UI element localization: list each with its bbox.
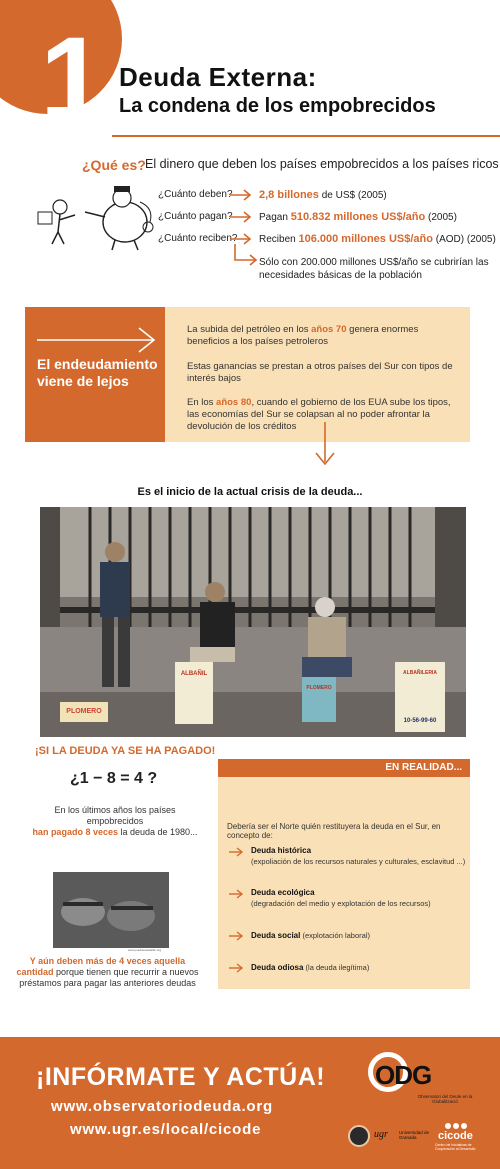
endeudamiento-p3: En los años 80, cuando el gobierno de los EUA sube los tipos, las economías del Sur se colapsan al no poder afrontar la devolución de los créditos bbox=[187, 397, 451, 432]
ugr-seal-icon bbox=[348, 1125, 370, 1147]
crisis-caption: Es el inicio de la actual crisis de la deuda... bbox=[137, 486, 363, 498]
formula: ¿1 − 8 = 4 ? bbox=[70, 770, 158, 787]
svg-text:ALBAÑIL: ALBAÑIL bbox=[180, 671, 208, 677]
svg-text:ALBAÑILERIA: ALBAÑILERIA bbox=[403, 670, 437, 676]
deuda-odiosa-item: Deuda odiosa (la deuda ilegítima) bbox=[251, 963, 370, 972]
photo-credit: www.pueblosdeltaller.org bbox=[128, 948, 162, 952]
arrow-down-right-icon bbox=[232, 242, 260, 268]
endeudamiento-p1: La subida del petróleo en los años 70 genera enormes beneficios a los países petroleros bbox=[187, 324, 419, 347]
realidad-title: EN REALIDAD... bbox=[385, 762, 462, 773]
cicode-logo: cicode bbox=[438, 1130, 473, 1142]
ugr-logo: ugr bbox=[374, 1129, 388, 1140]
feet-photo bbox=[53, 872, 169, 948]
arrow-right-icon bbox=[228, 210, 254, 224]
title-divider bbox=[112, 135, 500, 137]
owe-text: Y aún deben más de 4 veces aquella cantidad porque tienen que recurrir a nuevos préstamos para pagar las anteriores deudas bbox=[16, 956, 199, 988]
sign-plomero: PLOMERO bbox=[66, 708, 102, 715]
svg-text:PLOMERO: PLOMERO bbox=[306, 685, 332, 691]
cartoon-illustration bbox=[30, 182, 160, 252]
si-la-deuda-heading: ¡SI LA DEUDA YA SE HA PAGADO! bbox=[35, 745, 216, 757]
question-deben: ¿Cuánto deben? bbox=[158, 189, 233, 200]
note-line-2: necesidades básicas de la población bbox=[259, 270, 422, 281]
odg-subtitle: Observatori del Deute en la Globalització bbox=[417, 1094, 473, 1104]
odg-logo: ODG bbox=[375, 1060, 432, 1090]
que-es-label: ¿Qué es? bbox=[82, 157, 146, 173]
question-reciben: ¿Cuánto reciben? bbox=[158, 233, 238, 244]
answer-pagan: Pagan 510.832 millones US$/año (2005) bbox=[259, 211, 457, 223]
section-number: 1 bbox=[40, 13, 106, 145]
arrow-right-icon bbox=[228, 889, 244, 899]
deuda-social-item: Deuda social (explotación laboral) bbox=[251, 931, 370, 940]
arrow-right-icon bbox=[228, 963, 244, 973]
url-cicode-link[interactable]: www.ugr.es/local/cicode bbox=[70, 1121, 262, 1138]
realidad-intro: Debería ser el Norte quién restituyera la deuda en el Sur, en concepto de: bbox=[227, 822, 441, 840]
question-pagan: ¿Cuánto pagan? bbox=[158, 211, 233, 222]
arrow-right-icon bbox=[228, 931, 244, 941]
endeudamiento-p2: Estas ganancias se prestan a otros países del Sur con tipos de interés bajos bbox=[187, 361, 453, 384]
endeudamiento-title: El endeudamiento viene de lejos bbox=[37, 356, 158, 389]
svg-text:10-56-99-60: 10-56-99-60 bbox=[403, 718, 437, 724]
workers-photo bbox=[40, 507, 466, 737]
page-subtitle: La condena de los empobrecidos bbox=[119, 95, 436, 117]
cta-heading: ¡INFÓRMATE Y ACTÚA! bbox=[36, 1063, 326, 1091]
cicode-subtitle: Centro de Iniciativas de Cooperación al Desarrollo bbox=[435, 1143, 476, 1151]
arrow-right-icon bbox=[228, 188, 254, 202]
arrow-down-icon bbox=[313, 420, 337, 468]
url-observatorio-link[interactable]: www.observatoriodeuda.org bbox=[51, 1098, 273, 1115]
page-title: Deuda Externa: bbox=[119, 62, 317, 92]
deuda-ecologica-item: Deuda ecológica (degradación del medio y explotación de los recursos) bbox=[251, 888, 431, 908]
arrow-right-icon bbox=[228, 847, 244, 857]
long-arrow-icon bbox=[35, 322, 160, 357]
que-es-definition: El dinero que deben los países empobrecidos a los países ricos bbox=[145, 157, 499, 171]
deuda-historica-item: Deuda histórica (expoliación de los recursos naturales y culturales, esclavitud ...) bbox=[251, 846, 466, 866]
paid-text: En los últimos años los países empobrecidos han pagado 8 veces la deuda de 1980... bbox=[32, 805, 198, 837]
answer-deben: 2,8 billones de US$ (2005) bbox=[259, 189, 387, 201]
realidad-panel bbox=[218, 777, 470, 989]
ugr-name: Universidad de Granada bbox=[399, 1130, 430, 1140]
answer-reciben: Reciben 106.000 millones US$/año (AOD) (2005) bbox=[259, 233, 496, 245]
note-line-1: Sólo con 200.000 millones US$/año se cubrirían las bbox=[259, 257, 489, 268]
